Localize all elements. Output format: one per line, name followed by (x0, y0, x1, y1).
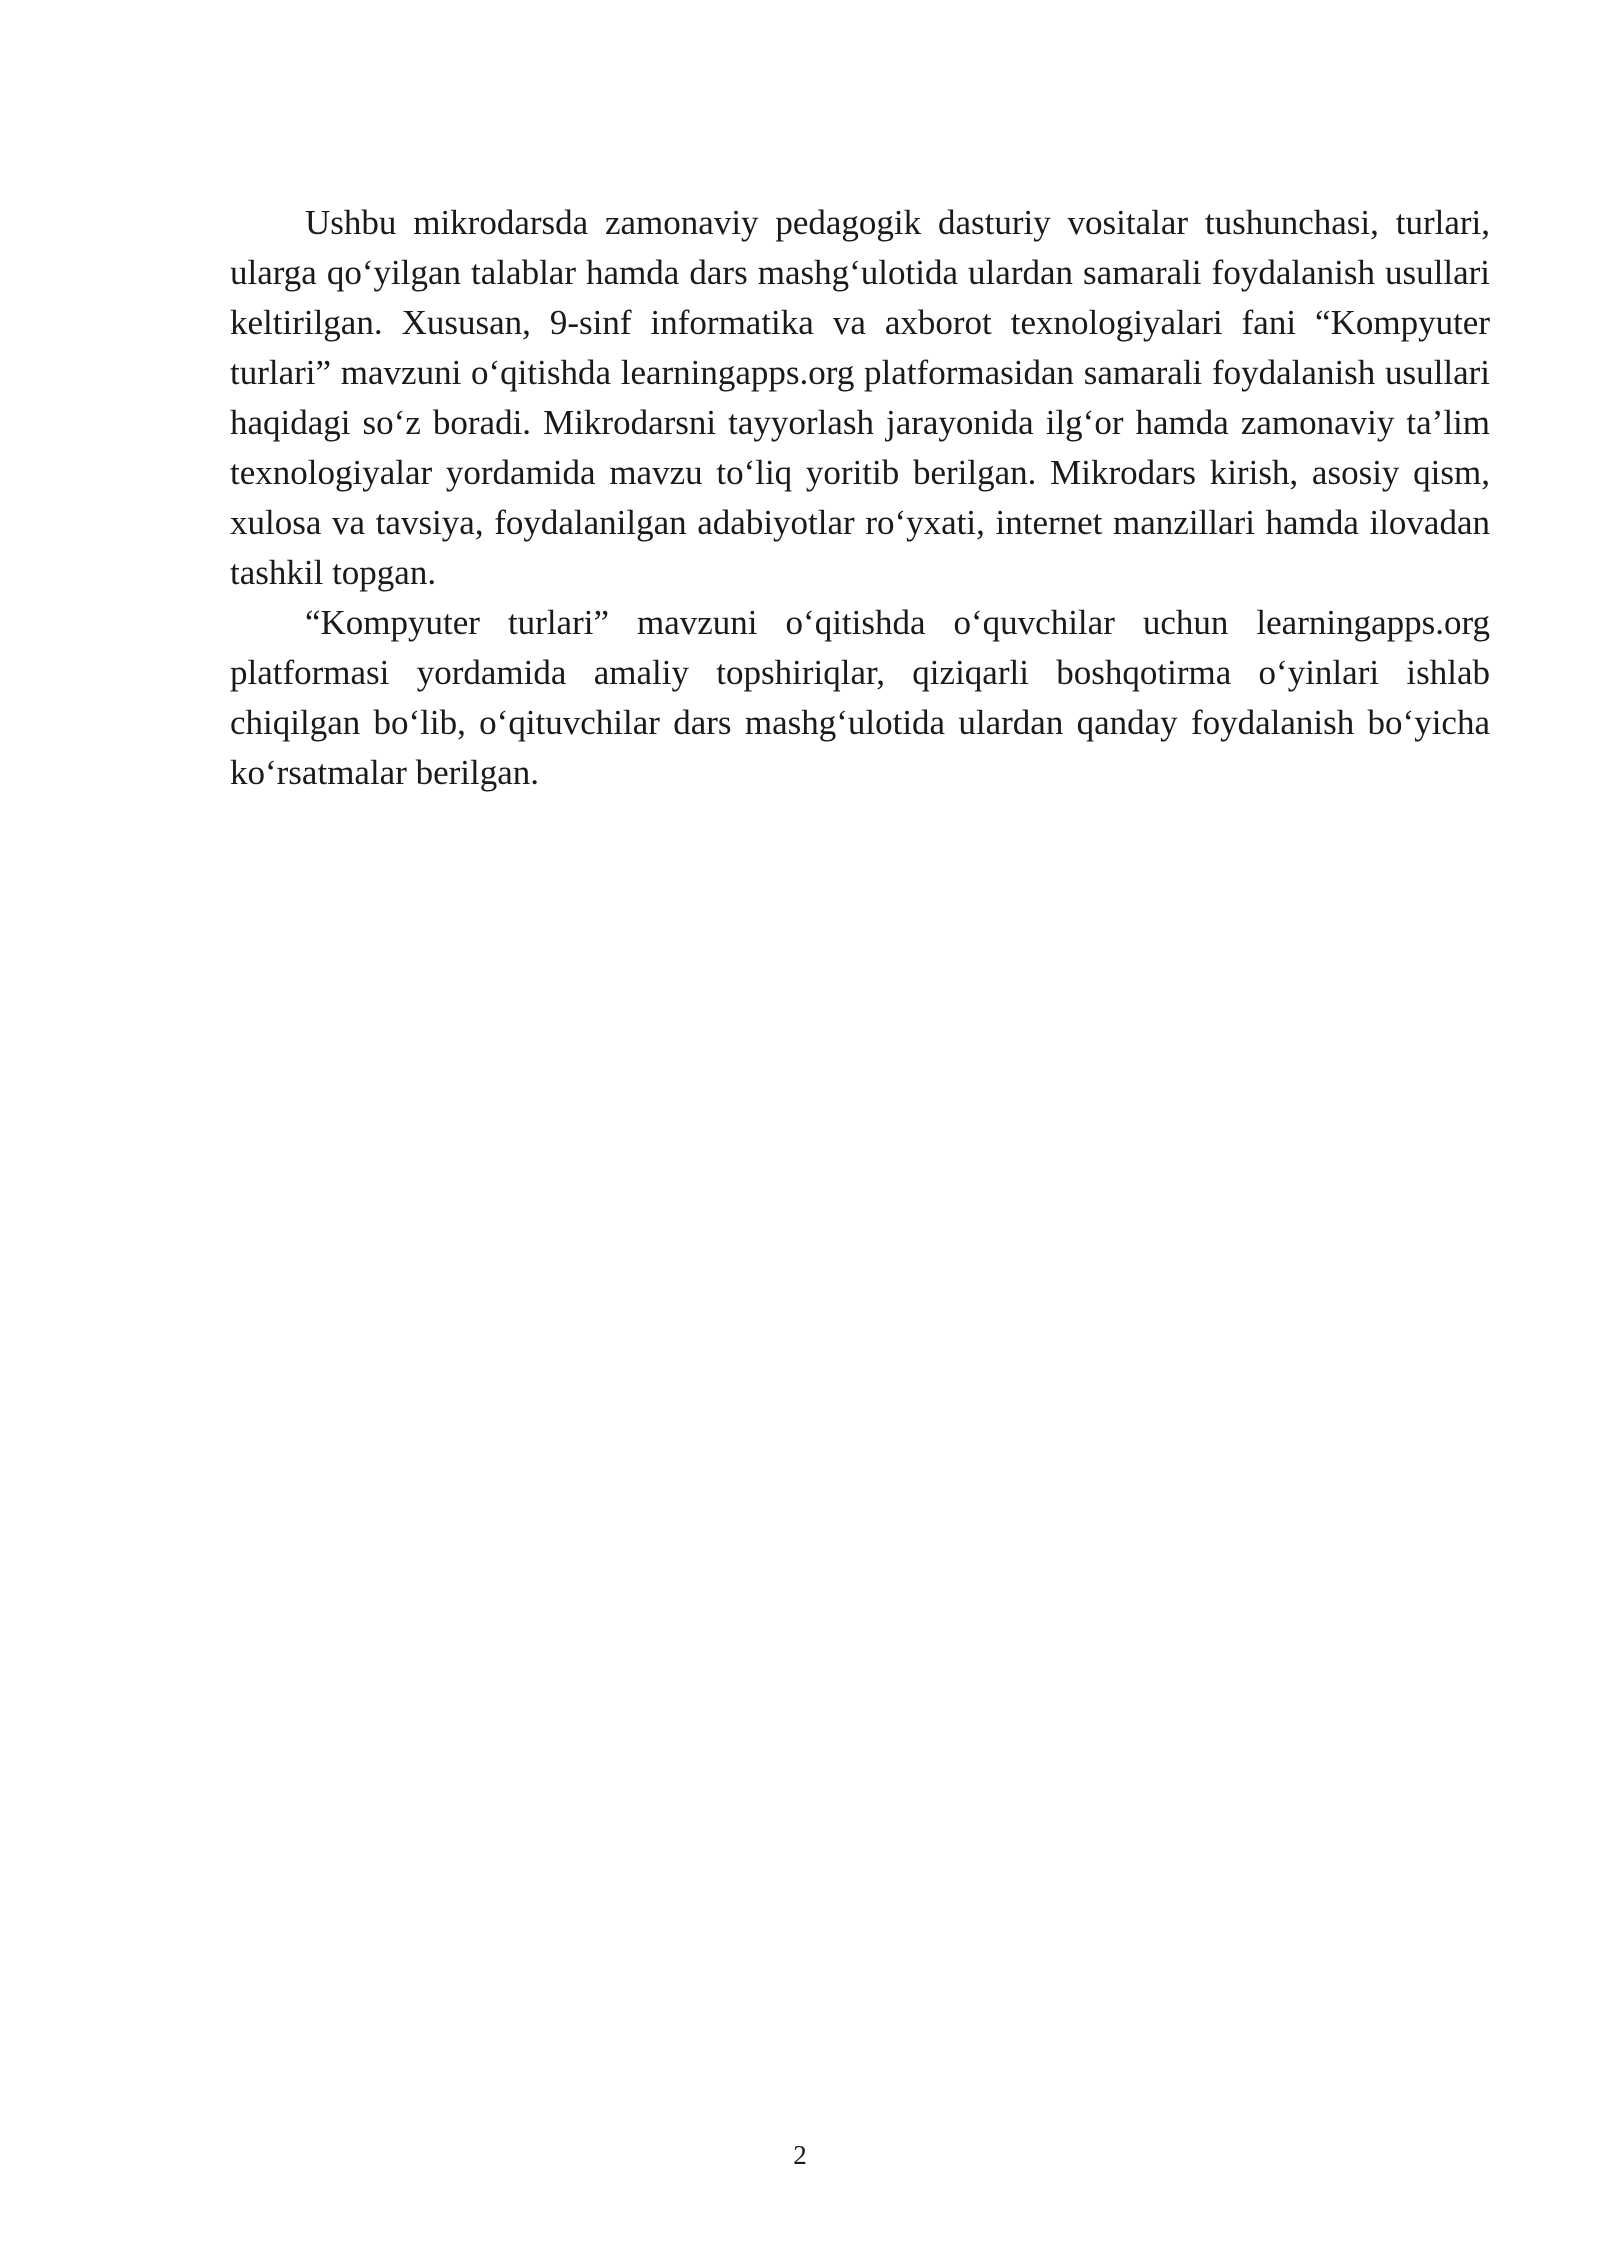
paragraph-learningapps: “Kompyuter turlari” mavzuni o‘qitishda o‘quvchilar uchun learningapps.org platformasi yordamida amaliy topshiriqlar, qiziqarli boshqotirma o‘yinlari ishlab chiqilgan bo‘lib, o‘qituvchilar dars mashg‘ulotida ulardan qanday foydalanish bo‘yicha ko‘rsatmalar berilgan. (230, 603, 1490, 792)
paragraph-intro: Ushbu mikrodarsda zamonaviy pedagogik dasturiy vositalar tushunchasi, turlari, ularga qo‘yilgan talablar hamda dars mashg‘ulotida ulardan samarali foydalanish usullari keltirilgan. Xususan, 9-sinf informatika va axborot texnologiyalari fani “Kompyuter turlari” mavzuni o‘qitishda learningapps.org platformasidan samarali foydalanish usullari haqidagi so‘z boradi. Mikrodarsni tayyorlash jarayonida ilg‘or hamda zamonaviy ta’lim texnologiyalar yordamida mavzu to‘liq yoritib berilgan. Mikrodars kirish, asosiy qism, xulosa va tavsiya, foydalanilgan adabiyotlar ro‘yxati, internet manzillari hamda ilovadan tashkil topgan. (230, 203, 1490, 592)
body-text (230, 198, 1490, 798)
page-number: 2 (793, 2140, 807, 2170)
